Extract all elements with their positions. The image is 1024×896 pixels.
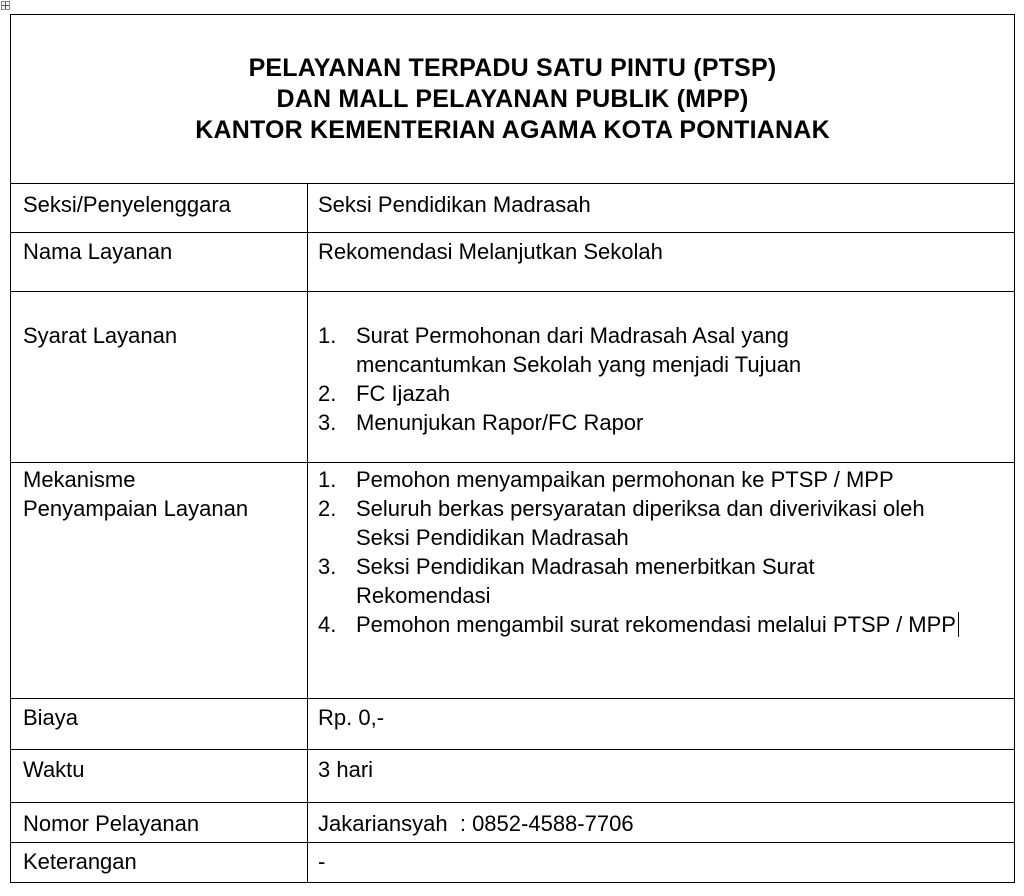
table-row-mekanisme xyxy=(11,463,1015,699)
list-item xyxy=(318,408,1006,437)
value-cell xyxy=(308,463,1015,699)
label-cell xyxy=(11,184,308,233)
nama-label: Nama Layanan xyxy=(23,239,173,264)
title-cell xyxy=(11,15,1015,184)
text-cursor xyxy=(958,612,959,637)
value-cell xyxy=(308,750,1015,803)
label-cell xyxy=(11,750,308,803)
list-number: 3. xyxy=(318,410,337,435)
value-cell xyxy=(308,233,1015,292)
biaya-label: Biaya xyxy=(23,705,79,730)
mekanisme-label-line-1: Mekanisme xyxy=(23,467,136,492)
list-item xyxy=(318,610,1006,639)
keterangan-value: - xyxy=(318,849,326,874)
waktu-label: Waktu xyxy=(23,757,85,782)
table-row-biaya xyxy=(11,699,1015,750)
list-text: Pemohon mengambil surat rekomendasi melalui PTSP / MPP xyxy=(356,612,956,637)
waktu-value: 3 hari xyxy=(318,757,374,782)
list-number: 4. xyxy=(318,612,337,637)
list-text: Pemohon menyampaikan permohonan ke PTSP / MPP xyxy=(356,467,894,492)
value-cell xyxy=(308,292,1015,463)
list-number: 1. xyxy=(318,323,337,348)
nomor-label: Nomor Pelayanan xyxy=(23,811,200,836)
table-row-syarat xyxy=(11,292,1015,463)
label-cell xyxy=(11,843,308,883)
mekanisme-label-line-2: Penyampaian Layanan xyxy=(23,496,249,521)
list-item xyxy=(318,552,1006,610)
value-cell xyxy=(308,803,1015,843)
list-number: 3. xyxy=(318,554,337,579)
list-number: 2. xyxy=(318,496,337,521)
list-text: Seksi Pendidikan Madrasah menerbitkan Surat Rekomendasi xyxy=(356,554,815,608)
syarat-label: Syarat Layanan xyxy=(23,323,178,348)
title-line-3: KANTOR KEMENTERIAN AGAMA KOTA PONTIANAK xyxy=(195,115,830,144)
label-cell xyxy=(11,292,308,463)
biaya-value: Rp. 0,- xyxy=(318,705,385,730)
title-line-1: PELAYANAN TERPADU SATU PINTU (PTSP) xyxy=(248,53,777,82)
nomor-value: Jakariansyah : 0852-4588-7706 xyxy=(318,811,634,836)
table-row-keterangan xyxy=(11,843,1015,883)
keterangan-label: Keterangan xyxy=(23,849,137,874)
title-row xyxy=(11,15,1015,184)
table-row-waktu xyxy=(11,750,1015,803)
service-info-table xyxy=(10,14,1015,883)
title-line-2: DAN MALL PELAYANAN PUBLIK (MPP) xyxy=(276,84,749,113)
list-item xyxy=(318,379,1006,408)
table-move-handle-icon[interactable] xyxy=(1,1,10,10)
table-row-nama-layanan xyxy=(11,233,1015,292)
list-text: Surat Permohonan dari Madrasah Asal yang mencantumkan Sekolah yang menjadi Tujuan xyxy=(356,323,802,377)
label-cell xyxy=(11,463,308,699)
list-number: 2. xyxy=(318,381,337,406)
seksi-label: Seksi/Penyelenggara xyxy=(23,192,231,217)
value-cell xyxy=(308,843,1015,883)
list-text-editable[interactable] xyxy=(356,610,1006,639)
list-text: Seluruh berkas persyaratan diperiksa dan diverivikasi oleh Seksi Pendidikan Madrasah xyxy=(356,496,925,550)
value-cell xyxy=(308,184,1015,233)
table-row-seksi xyxy=(11,184,1015,233)
table-row-nomor xyxy=(11,803,1015,843)
label-cell xyxy=(11,699,308,750)
label-cell xyxy=(11,803,308,843)
syarat-list xyxy=(318,292,1006,437)
seksi-value: Seksi Pendidikan Madrasah xyxy=(318,192,591,217)
nama-value: Rekomendasi Melanjutkan Sekolah xyxy=(318,239,663,264)
mekanisme-list xyxy=(318,463,1006,639)
list-item xyxy=(318,321,1006,379)
list-text: FC Ijazah xyxy=(356,381,451,406)
list-text: Menunjukan Rapor/FC Rapor xyxy=(356,410,644,435)
value-cell xyxy=(308,699,1015,750)
list-item xyxy=(318,465,1006,494)
list-number: 1. xyxy=(318,467,337,492)
list-item xyxy=(318,494,1006,552)
label-cell xyxy=(11,233,308,292)
